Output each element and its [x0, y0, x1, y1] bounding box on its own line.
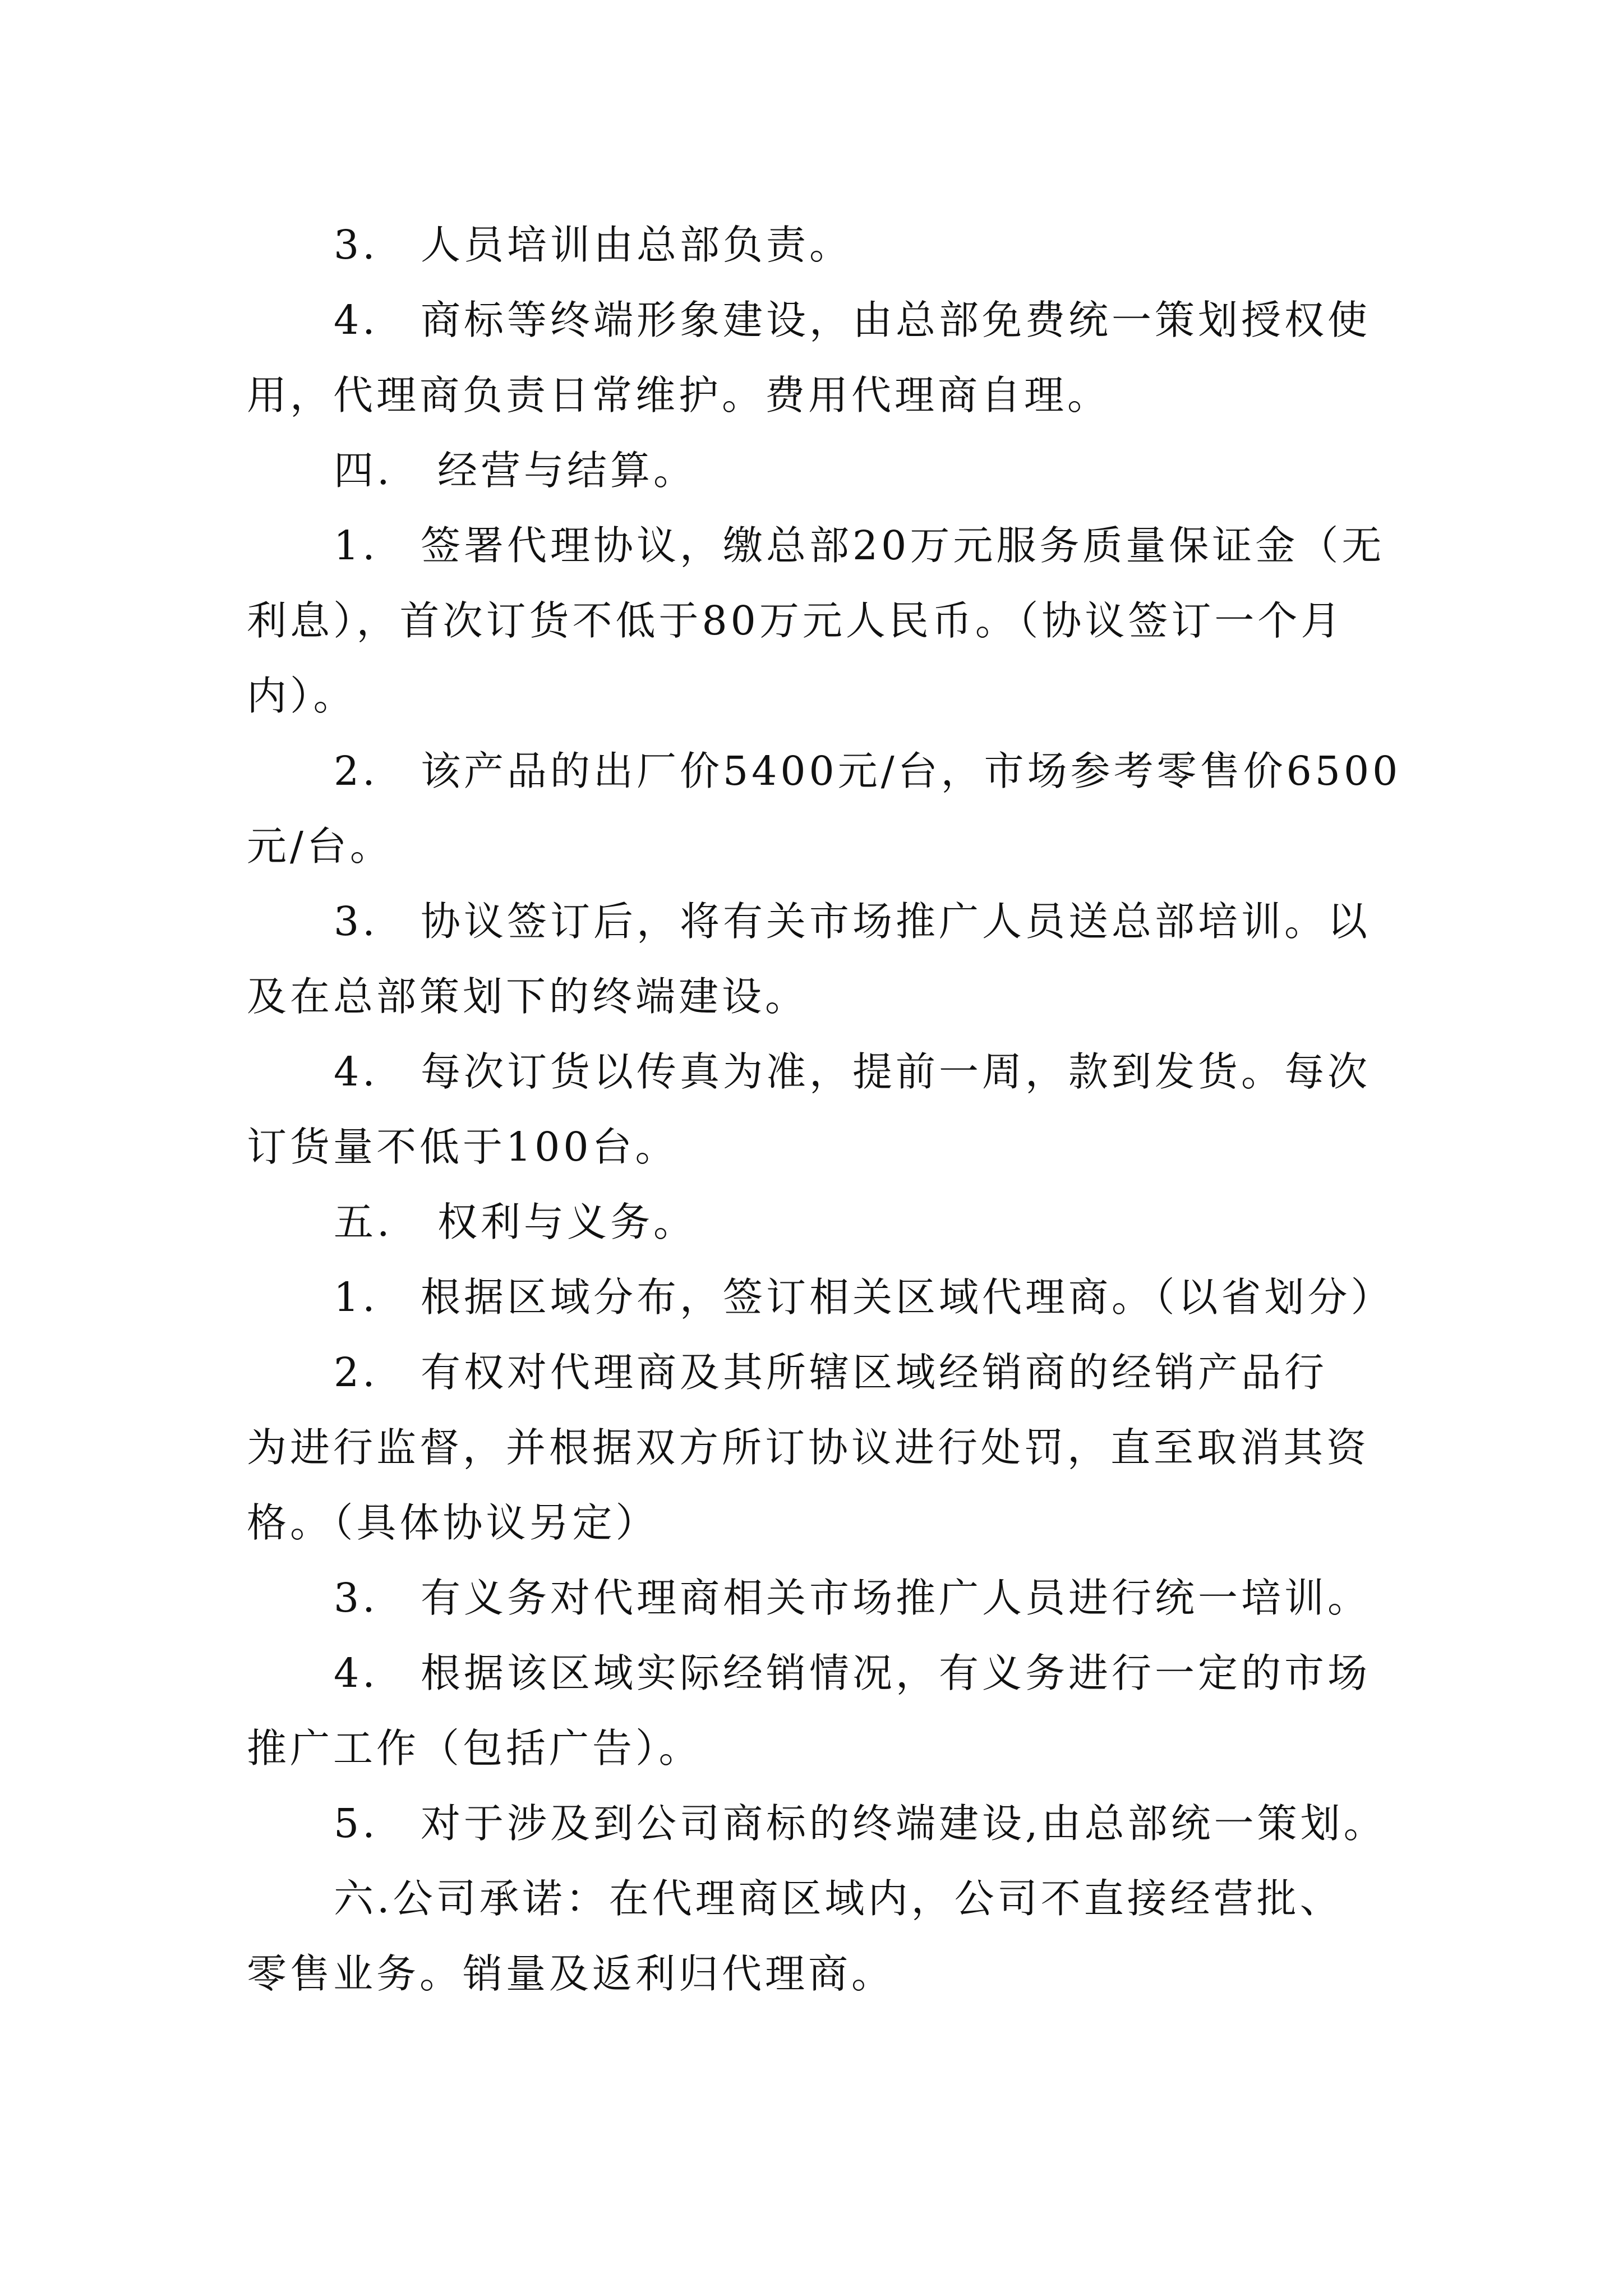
paragraph-line	[247, 596, 1344, 646]
item-number: 5.	[334, 1800, 379, 1847]
paragraph-line	[334, 220, 852, 270]
line-text: 内）。	[247, 673, 357, 719]
paragraph-line	[247, 1498, 659, 1548]
section-number: 五.	[334, 1199, 393, 1245]
paragraph-line	[334, 896, 1371, 947]
line-text: 对于涉及到公司商标的终端建设,由总部统一策划。	[421, 1800, 1387, 1847]
item-number: 2.	[334, 1349, 379, 1396]
line-text: 协议签订后，将有关市场推广人员送总部培训。以	[421, 898, 1371, 945]
line-text: 及在总部策划下的终端建设。	[247, 973, 809, 1020]
paragraph-line	[247, 370, 1110, 421]
line-text: 推广工作（包括广告）。	[247, 1725, 702, 1772]
paragraph-line	[247, 1423, 1370, 1473]
line-text: 签署代理协议，缴总部20万元服务质量保证金（无	[421, 522, 1385, 569]
line-text: 经营与结算。	[437, 447, 697, 494]
line-text: 有义务对代理商相关市场推广人员进行统一培训。	[421, 1575, 1371, 1621]
item-number: 4.	[334, 297, 379, 343]
paragraph-line	[247, 1723, 702, 1774]
line-text: 格。（具体协议另定）	[247, 1499, 659, 1546]
line-text: 元/台。	[247, 823, 393, 869]
line-text: 有权对代理商及其所辖区域经销商的经销产品行	[421, 1349, 1328, 1396]
line-text: 零售业务。销量及返利归代理商。	[247, 1950, 895, 1997]
paragraph-line	[334, 1573, 1371, 1623]
paragraph-line	[247, 1122, 679, 1172]
paragraph-line	[334, 295, 1371, 346]
paragraph-line	[334, 746, 1401, 797]
item-number: 3.	[334, 898, 379, 945]
paragraph-line	[334, 1347, 1327, 1398]
line-text: 商标等终端形象建设，由总部免费统一策划授权使	[421, 297, 1371, 343]
line-text: 根据区域分布，签订相关区域代理商。（以省划分）	[421, 1274, 1394, 1320]
item-number: 4.	[334, 1048, 379, 1095]
line-text: 该产品的出厂价5400元/台，市场参考零售价6500	[421, 748, 1401, 794]
section-heading	[334, 1197, 697, 1248]
line-text: 为进行监督，并根据双方所订协议进行处罚，直至取消其资	[247, 1424, 1370, 1471]
item-number: 1.	[334, 1274, 379, 1320]
section-number: 四.	[334, 447, 393, 494]
item-number: 2.	[334, 748, 379, 794]
line-text: 人员培训由总部负责。	[421, 222, 853, 268]
line-text: 每次订货以传真为准，提前一周，款到发货。每次	[421, 1048, 1371, 1095]
paragraph-line	[334, 1648, 1371, 1699]
item-number: 1.	[334, 522, 379, 569]
paragraph-line	[334, 1798, 1387, 1849]
paragraph-line	[247, 821, 393, 872]
item-number: 4.	[334, 1650, 379, 1696]
paragraph-line	[334, 1047, 1371, 1097]
paragraph-line	[247, 972, 808, 1022]
line-text: 根据该区域实际经销情况，有义务进行一定的市场	[421, 1650, 1371, 1696]
line-text: 订货量不低于100台。	[247, 1124, 679, 1170]
paragraph-line	[334, 1874, 1343, 1924]
paragraph-line	[247, 671, 357, 721]
item-number: 3.	[334, 1575, 379, 1621]
section-heading	[334, 445, 697, 496]
paragraph-line	[334, 1272, 1394, 1323]
paragraph-line	[334, 521, 1385, 571]
line-text: 六.公司承诺：在代理商区域内，公司不直接经营批、	[334, 1875, 1343, 1922]
item-number: 3.	[334, 222, 379, 268]
line-text: 用，代理商负责日常维护。费用代理商自理。	[247, 372, 1111, 418]
paragraph-line	[247, 1949, 895, 1999]
line-text: 权利与义务。	[437, 1199, 697, 1245]
line-text: 利息），首次订货不低于80万元人民币。（协议签订一个月	[247, 597, 1344, 644]
